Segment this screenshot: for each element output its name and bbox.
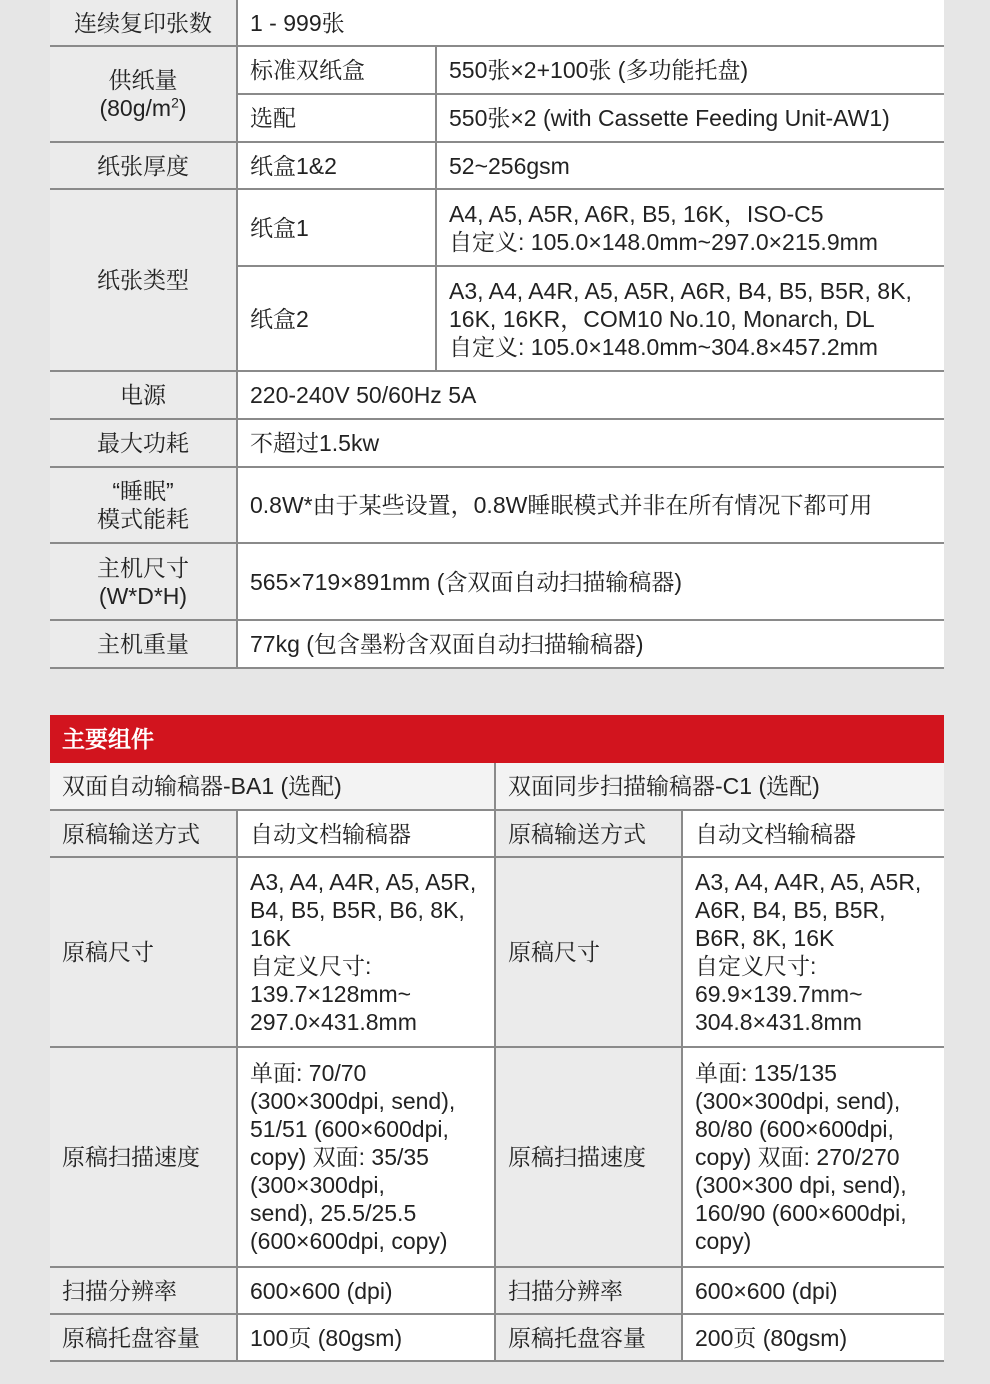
tray-capacity-left: 100页 (80gsm) bbox=[237, 1314, 495, 1361]
table-row bbox=[50, 419, 944, 467]
paper-thickness-sub: 纸盒1&2 bbox=[237, 142, 436, 189]
spec-table bbox=[50, 0, 944, 669]
right-component-title: 双面同步扫描输稿器-C1 (选配) bbox=[495, 763, 944, 810]
original-size-left bbox=[237, 857, 495, 1047]
tray-capacity-label: 原稿托盘容量 bbox=[50, 1314, 237, 1361]
paper-supply-unit: (80g/m bbox=[99, 95, 172, 121]
spec-line: (300×300dpi, bbox=[250, 1172, 385, 1198]
paper-supply-label-line1: 供纸量 bbox=[108, 67, 178, 93]
scan-resolution-right: 600×600 (dpi) bbox=[682, 1267, 944, 1314]
sleep-power-label-line1: “睡眠” bbox=[112, 478, 174, 504]
spec-line: 16K bbox=[250, 925, 291, 951]
spec-table-card bbox=[50, 0, 944, 668]
power-label: 电源 bbox=[50, 371, 237, 419]
power-value: 220-240V 50/60Hz 5A bbox=[237, 371, 944, 419]
feed-method-right: 自动文档输稿器 bbox=[682, 810, 944, 857]
tray-capacity-right: 200页 (80gsm) bbox=[682, 1314, 944, 1361]
scan-speed-label: 原稿扫描速度 bbox=[495, 1047, 682, 1267]
paper-type-line: 自定义: 105.0×148.0mm~304.8×457.2mm bbox=[449, 333, 878, 360]
table-row bbox=[50, 142, 944, 189]
spec-line: B6R, 8K, 16K bbox=[695, 925, 835, 951]
table-row bbox=[50, 189, 944, 266]
scan-resolution-label: 扫描分辨率 bbox=[495, 1267, 682, 1314]
original-size-right bbox=[682, 857, 944, 1047]
tray-capacity-label: 原稿托盘容量 bbox=[495, 1314, 682, 1361]
spec-line: A3, A4, A4R, A5, A5R, bbox=[250, 869, 477, 895]
spec-line: A6R, B4, B5, B5R, bbox=[695, 897, 886, 923]
paper-supply-value: 550张×2 (with Cassette Feeding Unit-AW1) bbox=[436, 94, 944, 142]
paper-supply-sub: 选配 bbox=[237, 94, 436, 142]
spec-line: 297.0×431.8mm bbox=[250, 1009, 417, 1035]
paper-type-line: A3, A4, A4R, A5, A5R, A6R, B4, B5, B5R, 8K, bbox=[449, 277, 912, 304]
paper-type-line: 16K, 16KR，COM10 No.10, Monarch, DL bbox=[449, 305, 875, 332]
spec-line: 自定义尺寸: bbox=[695, 953, 817, 979]
paper-supply-unit-exponent: 2 bbox=[171, 94, 179, 111]
max-power-label: 最大功耗 bbox=[50, 419, 237, 467]
spec-line: copy) bbox=[695, 1228, 752, 1254]
dimensions-label-line1: 主机尺寸 bbox=[97, 554, 189, 581]
spec-line: 160/90 (600×600dpi, bbox=[695, 1200, 907, 1226]
spec-line: 单面: 135/135 bbox=[695, 1060, 837, 1086]
spec-line: (300×300dpi, send), bbox=[250, 1088, 456, 1114]
paper-supply-value: 550张×2+100张 (多功能托盘) bbox=[436, 46, 944, 94]
paper-type-line: A4, A5, A5R, A6R, B5, 16K，ISO-C5 bbox=[449, 200, 824, 227]
spec-line: 51/51 (600×600dpi, bbox=[250, 1116, 449, 1142]
dimensions-label bbox=[50, 543, 237, 620]
table-row bbox=[50, 810, 944, 857]
scan-resolution-label: 扫描分辨率 bbox=[50, 1267, 237, 1314]
components-table bbox=[50, 763, 944, 1362]
dimensions-label-line2: (W*D*H) bbox=[98, 582, 188, 609]
paper-type-sub: 纸盒1 bbox=[237, 189, 436, 266]
continuous-copies-value: 1 - 999张 bbox=[237, 0, 944, 46]
feed-method-label: 原稿输送方式 bbox=[495, 810, 682, 857]
table-row bbox=[50, 46, 944, 94]
scan-resolution-left: 600×600 (dpi) bbox=[237, 1267, 495, 1314]
spec-line: 139.7×128mm~ bbox=[250, 981, 412, 1007]
table-row bbox=[50, 763, 944, 810]
sleep-power-value: 0.8W*由于某些设置，0.8W睡眠模式并非在所有情况下都可用 bbox=[237, 467, 944, 543]
table-row bbox=[50, 543, 944, 620]
paper-type-value bbox=[436, 266, 944, 371]
spec-line: (600×600dpi, copy) bbox=[250, 1228, 448, 1254]
feed-method-left: 自动文档输稿器 bbox=[237, 810, 495, 857]
paper-supply-label-line2 bbox=[62, 94, 224, 122]
paper-thickness-value: 52~256gsm bbox=[436, 142, 944, 189]
spec-line: (300×300 dpi, send), bbox=[695, 1172, 907, 1198]
max-power-value: 不超过1.5kw bbox=[237, 419, 944, 467]
scan-speed-right bbox=[682, 1047, 944, 1267]
table-row bbox=[50, 1267, 944, 1314]
table-row bbox=[50, 857, 944, 1047]
spec-line: (300×300dpi, send), bbox=[695, 1088, 901, 1114]
feed-method-label: 原稿输送方式 bbox=[50, 810, 237, 857]
weight-label: 主机重量 bbox=[50, 620, 237, 668]
continuous-copies-label: 连续复印张数 bbox=[50, 0, 237, 46]
spec-line: A3, A4, A4R, A5, A5R, bbox=[695, 869, 922, 895]
original-size-label: 原稿尺寸 bbox=[495, 857, 682, 1047]
table-row bbox=[50, 467, 944, 543]
table-row bbox=[50, 1314, 944, 1361]
spec-line: 304.8×431.8mm bbox=[695, 1009, 862, 1035]
table-row bbox=[50, 1047, 944, 1267]
paper-type-value bbox=[436, 189, 944, 266]
paper-type-line: 自定义: 105.0×148.0mm~297.0×215.9mm bbox=[449, 228, 878, 255]
spec-line: 69.9×139.7mm~ bbox=[695, 981, 863, 1007]
spec-line: copy) 双面: 35/35 bbox=[250, 1144, 429, 1170]
original-size-label: 原稿尺寸 bbox=[50, 857, 237, 1047]
sleep-power-label-line2: 模式能耗 bbox=[97, 506, 189, 532]
paper-type-sub: 纸盒2 bbox=[237, 266, 436, 371]
spec-line: send), 25.5/25.5 bbox=[250, 1200, 417, 1226]
spec-line: copy) 双面: 270/270 bbox=[695, 1144, 900, 1170]
table-row bbox=[50, 620, 944, 668]
paper-supply-sub: 标准双纸盒 bbox=[237, 46, 436, 94]
sleep-power-label bbox=[50, 467, 237, 543]
weight-value: 77kg (包含墨粉含双面自动扫描输稿器) bbox=[237, 620, 944, 668]
scan-speed-label: 原稿扫描速度 bbox=[50, 1047, 237, 1267]
spec-line: B4, B5, B5R, B6, 8K, bbox=[250, 897, 465, 923]
table-row bbox=[50, 371, 944, 419]
spec-line: 自定义尺寸: bbox=[250, 953, 372, 979]
dimensions-value: 565×719×891mm (含双面自动扫描输稿器) bbox=[237, 543, 944, 620]
components-card bbox=[50, 715, 944, 1362]
spec-line: 单面: 70/70 bbox=[250, 1060, 367, 1086]
components-header: 主要组件 bbox=[50, 715, 944, 763]
spec-line: 80/80 (600×600dpi, bbox=[695, 1116, 894, 1142]
table-row bbox=[50, 0, 944, 46]
paper-thickness-label: 纸张厚度 bbox=[50, 142, 237, 189]
paper-supply-unit-close: ) bbox=[178, 95, 187, 121]
paper-supply-label bbox=[50, 46, 237, 142]
left-component-title: 双面自动输稿器-BA1 (选配) bbox=[50, 763, 495, 810]
scan-speed-left bbox=[237, 1047, 495, 1267]
paper-type-label: 纸张类型 bbox=[50, 189, 237, 371]
